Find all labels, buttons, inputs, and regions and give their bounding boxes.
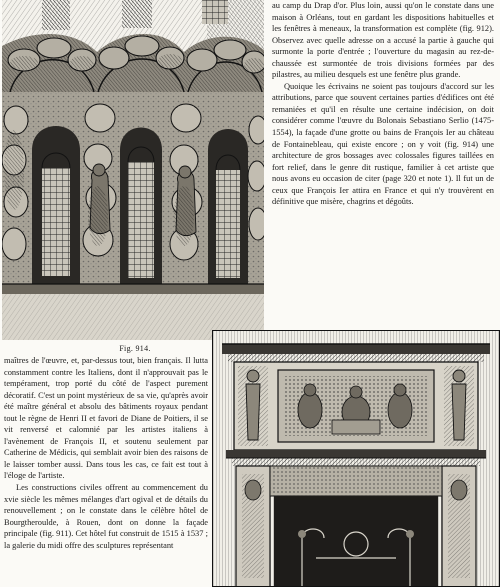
paragraph: Les constructions civiles offrent au commencement du xvie siècle les mêmes mélanges d'art ogival et de détails du renouvellement ; on le constate dans le célèbre hôtel de Bourgtheroulde, à Rouen, dont on donne la façade principale (fig. 911). Cet hôtel fut construit de 1515 à 1537 ; la galerie du midi offre des sculptures représentant (4, 483, 208, 550)
figure-914-engraving (2, 0, 264, 340)
figure-caption: Fig. 914. (119, 344, 151, 353)
left-text-column (4, 355, 208, 587)
grotto-facade-illustration (2, 0, 264, 340)
paragraph: au camp du Drap d'or. Plus loin, aussi qu'on le constate dans une maison à Orléans, tout en gardant les dispositions habituelles et les fenêtres à meneaux, la transformation est complète (fig. 912). Observez avec quelle adresse on a accusé la partie à gauche qui surmonte la porte d'entrée ; l'ouverture du magasin au rez-de-chaussée est surmontée de trois divisions formées par des pilastres, au milieu desquels est une fenêtre plus grande. (272, 1, 494, 80)
fireplace-engraving (212, 330, 500, 587)
fireplace-illustration (212, 330, 500, 587)
paragraph: Quoique les écrivains ne soient pas toujours d'accord sur les attributions, parce que souvent certaines parties d'édifices ont été remaniées et qu'il en résulte une certaine indécision, on doit considérer comme l'œuvre du Bolonais Sebastiano Serlio (1475-1554), la façade d'une grotte ou bains de François Ier au château de Fontainebleau, qui existe encore ; on y voit (fig. 914) une architecture de gros bossages avec colossales figures taillées en fort relief, dans le genre dit rustique, familier à cet artiste que nous avons eu occasion de citer (page 320 et note 1). Il fut un de ceux que François Ier attira en France et qui n'y trouvèrent en définitive que misère, chagrins et dégoûts. (272, 81, 494, 207)
paragraph: maîtres de l'œuvre, et, par-dessus tout, bien français. Il lutta constamment contre les Italiens, dont il n'approuvait pas le tempérament, trop porté du côté de l'aspect purement décoratif. C'est un point mystérieux de sa vie, qu'après avoir été maître général et absolu des bâtiments royaux pendant tout le règne de Henri II et favori de Diane de Poitiers, il se vit renversé et calomnié par les artistes italiens à l'avènement de François II, et soutenu seulement par Catherine de Médicis, qui semblait avoir bien des raisons de le laisser tomber aussi. Dans tous les cas, ce fait est tout à l'éloge de l'artiste. (4, 356, 208, 481)
right-text-column (272, 0, 494, 344)
